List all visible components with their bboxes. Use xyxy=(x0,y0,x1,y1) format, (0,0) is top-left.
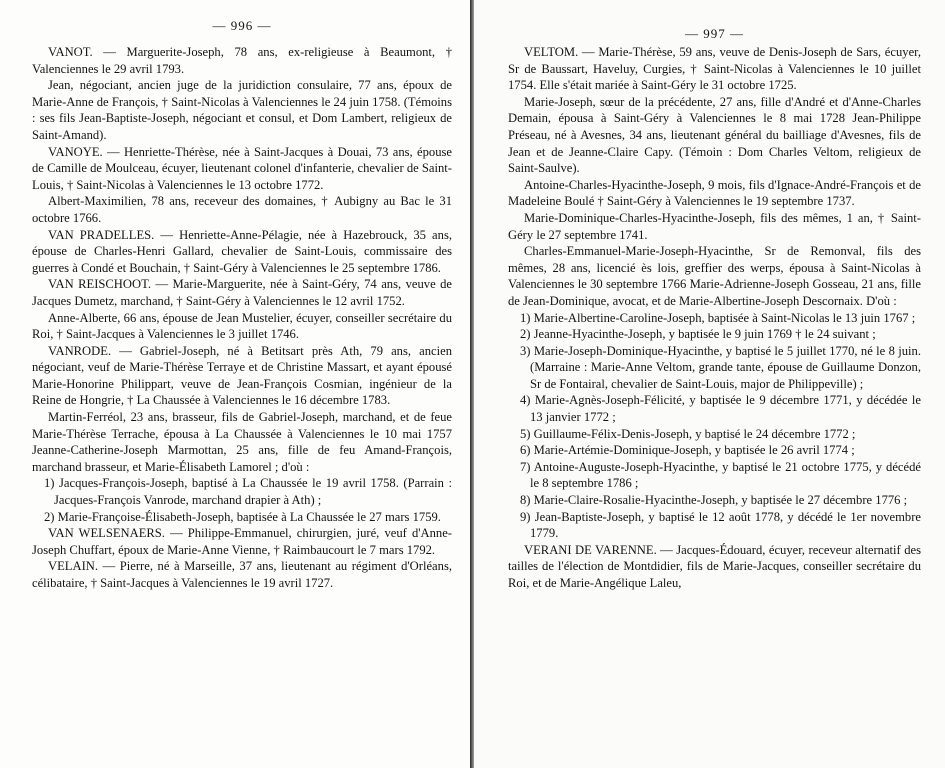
entry-vanot: VANOT. — Marguerite-Joseph, 78 ans, ex-religieuse à Beaumont, † Valenciennes le 29 avril 1793. xyxy=(32,45,452,76)
entry-veltom-charles-emmanuel: Charles-Emmanuel-Marie-Joseph-Hyacinthe, Sr de Remonval, fils des mêmes, 28 ans, licencié ès lois, greffier des werps, épousa à Saint-Nicolas à Valenciennes le 30 septembre 1766 Marie-Adrienne-Joseph Gosseau, 21 ans, fille de Jean-Dominique, avocat, et de Marie-Albertine-Joseph Descornaix. D'où : xyxy=(508,244,921,308)
entry-vanot-jean: Jean, négociant, ancien juge de la juridiction consulaire, 77 ans, époux de Marie-Anne de François, † Saint-Nicolas à Valenciennes le 24 juin 1758. (Témoins : ses fils Jean-Baptiste-Joseph, négociant et consul, et Dom Lambert, religieux de Saint-Amand). xyxy=(32,78,452,142)
entry-veltom-marie-dominique: Marie-Dominique-Charles-Hyacinthe-Joseph, fils des mêmes, 1 an, † Saint-Géry le 27 septembre 1741. xyxy=(508,210,921,242)
child-entry: 8) Marie-Claire-Rosalie-Hyacinthe-Joseph, y baptisée le 27 décembre 1776 ; xyxy=(520,493,908,508)
page-number-right: — 997 — xyxy=(685,26,744,41)
child-entry: 1) Jacques-François-Joseph, baptisé à La Chaussée le 19 avril 1758. (Parrain : Jacques-François Vanrode, marchand drapier à Ath) ; xyxy=(44,476,452,508)
child-entry: 2) Marie-Françoise-Élisabeth-Joseph, baptisée à La Chaussée le 27 mars 1759. xyxy=(44,509,441,524)
left-page xyxy=(0,0,470,768)
left-page-text xyxy=(32,44,452,592)
child-entry: 6) Marie-Artémie-Dominique-Joseph, y baptisée le 26 avril 1774 ; xyxy=(520,443,855,458)
right-page-text xyxy=(508,44,921,592)
child-entry: 3) Marie-Joseph-Dominique-Hyacinthe, y baptisé le 5 juillet 1770, né le 8 juin. (Marraine : Marie-Anne Veltom, grande tante, épouse de Guillaume Donzon, Sr de Fontairal, chevalier de Saint-Louis, major de Philippeville) ; xyxy=(520,343,921,391)
entry-velain: VELAIN. — Pierre, né à Marseille, 37 ans, lieutenant au régiment d'Orléans, célibataire, † Saint-Jacques à Valenciennes le 19 avril 1727. xyxy=(32,559,452,590)
entry-veltom-marie-joseph: Marie-Joseph, sœur de la précédente, 27 ans, fille d'André et d'Anne-Charles Demain, épousa à Saint-Géry à Valenciennes le 8 mai 1728 Jean-Philippe Préseau, né à Avesnes, 34 ans, lieutenant général du bailliage d'Avesnes, fils de Jean et de Jeanne-Claire Capy. (Témoin : Dom Charles Veltom, religieux de Saint-Saulve). xyxy=(508,94,921,176)
entry-van-reischoot: VAN REISCHOOT. — Marie-Marguerite, née à Saint-Géry, 74 ans, veuve de Jacques Dumetz, marchand, † Saint-Géry à Valenciennes le 12 avril 1752. xyxy=(32,277,452,308)
child-entry: 7) Antoine-Auguste-Joseph-Hyacinthe, y baptisé le 21 octobre 1775, y décédé le 8 septembre 1786 ; xyxy=(520,459,921,491)
entry-van-pradelles: VAN PRADELLES. — Henriette-Anne-Pélagie, née à Hazebrouck, 35 ans, épouse de Charles-Henri Gallard, chevalier de Saint-Louis, commissaire des guerres à Condé et Bouchain, † Saint-Géry à Valenciennes le 25 septembre 1786. xyxy=(32,227,452,275)
entry-vanrode: VANRODE. — Gabriel-Joseph, né à Betitsart près Ath, 79 ans, ancien négociant, veuf de Marie-Thérèse Terraye et de Christine Massart, et ayant épousé Marie-Honorine Philippart, veuve de Jean-François Cosmian, ingénieur de la Reine de Hongrie, † La Chaussée à Valenciennes le 16 décembre 1783. xyxy=(32,343,452,408)
entry-veltom-antoine: Antoine-Charles-Hyacinthe-Joseph, 9 mois, fils d'Ignace-André-François et de Madeleine Boulé † Saint-Géry à Valenciennes le 19 septembre 1737. xyxy=(508,177,921,209)
right-page xyxy=(474,0,945,768)
child-entry: 5) Guillaume-Félix-Denis-Joseph, y baptisé le 24 décembre 1772 ; xyxy=(520,426,856,441)
entry-van-welsenaers: VAN WELSENAERS. — Philippe-Emmanuel, chirurgien, juré, veuf d'Anne-Joseph Chuffart, époux de Marie-Anne Vienne, † Raimbaucourt le 7 mars 1792. xyxy=(32,526,452,557)
child-entry: 2) Jeanne-Hyacinthe-Joseph, y baptisée le 9 juin 1769 † le 24 suivant ; xyxy=(520,327,876,342)
entry-vanrode-martin: Martin-Ferréol, 23 ans, brasseur, fils de Gabriel-Joseph, marchand, et de feue Marie-Thérèse Terrache, épousa à La Chaussée à Valenciennes le 10 mai 1757 Jeanne-Catherine-Joseph Marmottan, 25 ans, fille de feu Amand-François, marchand brasseur, et Marie-Élisabeth Lamorel ; d'où : xyxy=(32,410,452,474)
entry-vanoye-albert: Albert-Maximilien, 78 ans, receveur des domaines, † Aubigny au Bac le 31 octobre 1766. xyxy=(32,194,452,225)
entry-verani-de-varenne: VERANI DE VARENNE. — Jacques-Édouard, écuyer, receveur alternatif des tailles de l'élection de Montdidier, fils de Marie-Jacques, conseiller secrétaire du Roi, et de Marie-Angélique Laleu, xyxy=(508,542,921,590)
page-number-left: — 996 — xyxy=(212,18,272,33)
entry-van-reischoot-anne: Anne-Alberte, 66 ans, épouse de Jean Mustelier, écuyer, conseiller secrétaire du Roi, † Saint-Jacques à Valenciennes le 3 juillet 1746. xyxy=(32,310,452,342)
entry-vanoye: VANOYE. — Henriette-Thérèse, née à Saint-Jacques à Douai, 73 ans, épouse de Camille de Moulceau, écuyer, lieutenant colonel d'infanterie, chevalier de Saint-Louis, † Saint-Nicolas à Valenciennes le 13 octobre 1772. xyxy=(32,144,452,192)
child-entry: 4) Marie-Agnès-Joseph-Félicité, y baptisée le 9 décembre 1771, y décédée le 13 janvier 1772 ; xyxy=(520,393,921,425)
entry-veltom: VELTOM. — Marie-Thérèse, 59 ans, veuve de Denis-Joseph de Sars, écuyer, Sr de Baussart, Haveluy, Curgies, † Saint-Nicolas à Valenciennes le 10 juillet 1754. Elle s'était mariée à Saint-Géry le 31 octobre 1725. xyxy=(508,45,921,93)
child-entry: 9) Jean-Baptiste-Joseph, y baptisé le 12 août 1778, y décédé le 1er novembre 1779. xyxy=(520,509,921,541)
child-entry: 1) Marie-Albertine-Caroline-Joseph, baptisée à Saint-Nicolas le 13 juin 1767 ; xyxy=(520,310,916,325)
